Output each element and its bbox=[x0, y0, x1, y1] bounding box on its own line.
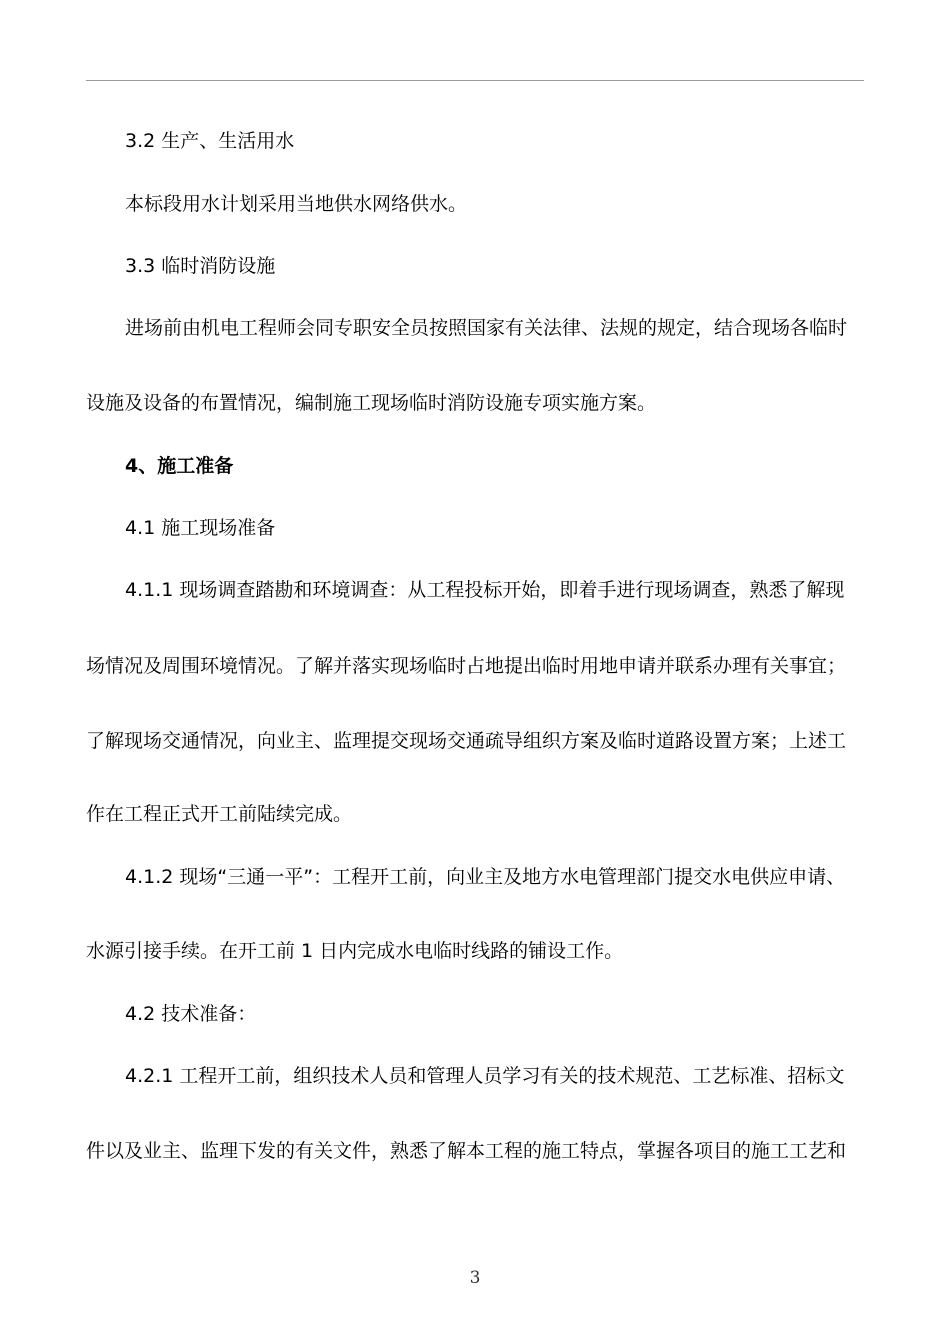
section-heading-4-1: 4.1 施工现场准备 bbox=[125, 517, 276, 539]
page-number: 3 bbox=[469, 1268, 481, 1288]
paragraph-line: 件以及业主、监理下发的有关文件，熟悉了解本工程的施工特点，掌握各项目的施工工艺和 bbox=[86, 1140, 847, 1162]
paragraph-line: 4.2.1 工程开工前，组织技术人员和管理人员学习有关的技术规范、工艺标准、招标文 bbox=[125, 1065, 845, 1087]
paragraph-line: 进场前由机电工程师会同专职安全员按照国家有关法律、法规的规定，结合现场各临时 bbox=[125, 317, 848, 339]
paragraph-line: 场情况及周围环境情况。了解并落实现场临时占地提出临时用地申请并联系办理有关事宜； bbox=[86, 655, 847, 677]
paragraph-line: 水源引接手续。在开工前 1 日内完成水电临时线路的铺设工作。 bbox=[86, 940, 624, 962]
paragraph-line: 了解现场交通情况，向业主、监理提交现场交通疏导组织方案及临时道路设置方案；上述工 bbox=[86, 730, 847, 752]
paragraph-line: 设施及设备的布置情况，编制施工现场临时消防设施专项实施方案。 bbox=[86, 392, 657, 414]
section-heading-4-2: 4.2 技术准备： bbox=[125, 1003, 257, 1025]
section-heading-3-2: 3.2 生产、生活用水 bbox=[125, 130, 295, 152]
paragraph-line: 4.1.2 现场“三通一平”：工程开工前，向业主及地方水电管理部门提交水电供应申请、 bbox=[125, 866, 846, 888]
section-heading-4: 4、施工准备 bbox=[125, 455, 234, 477]
paragraph-line: 本标段用水计划采用当地供水网络供水。 bbox=[125, 193, 468, 215]
header-rule bbox=[86, 80, 864, 81]
paragraph-line: 4.1.1 现场调查踏勘和环境调查：从工程投标开始，即着手进行现场调查，熟悉了解现 bbox=[125, 579, 845, 601]
section-heading-3-3: 3.3 临时消防设施 bbox=[125, 255, 276, 277]
paragraph-line: 作在工程正式开工前陆续完成。 bbox=[86, 803, 353, 825]
